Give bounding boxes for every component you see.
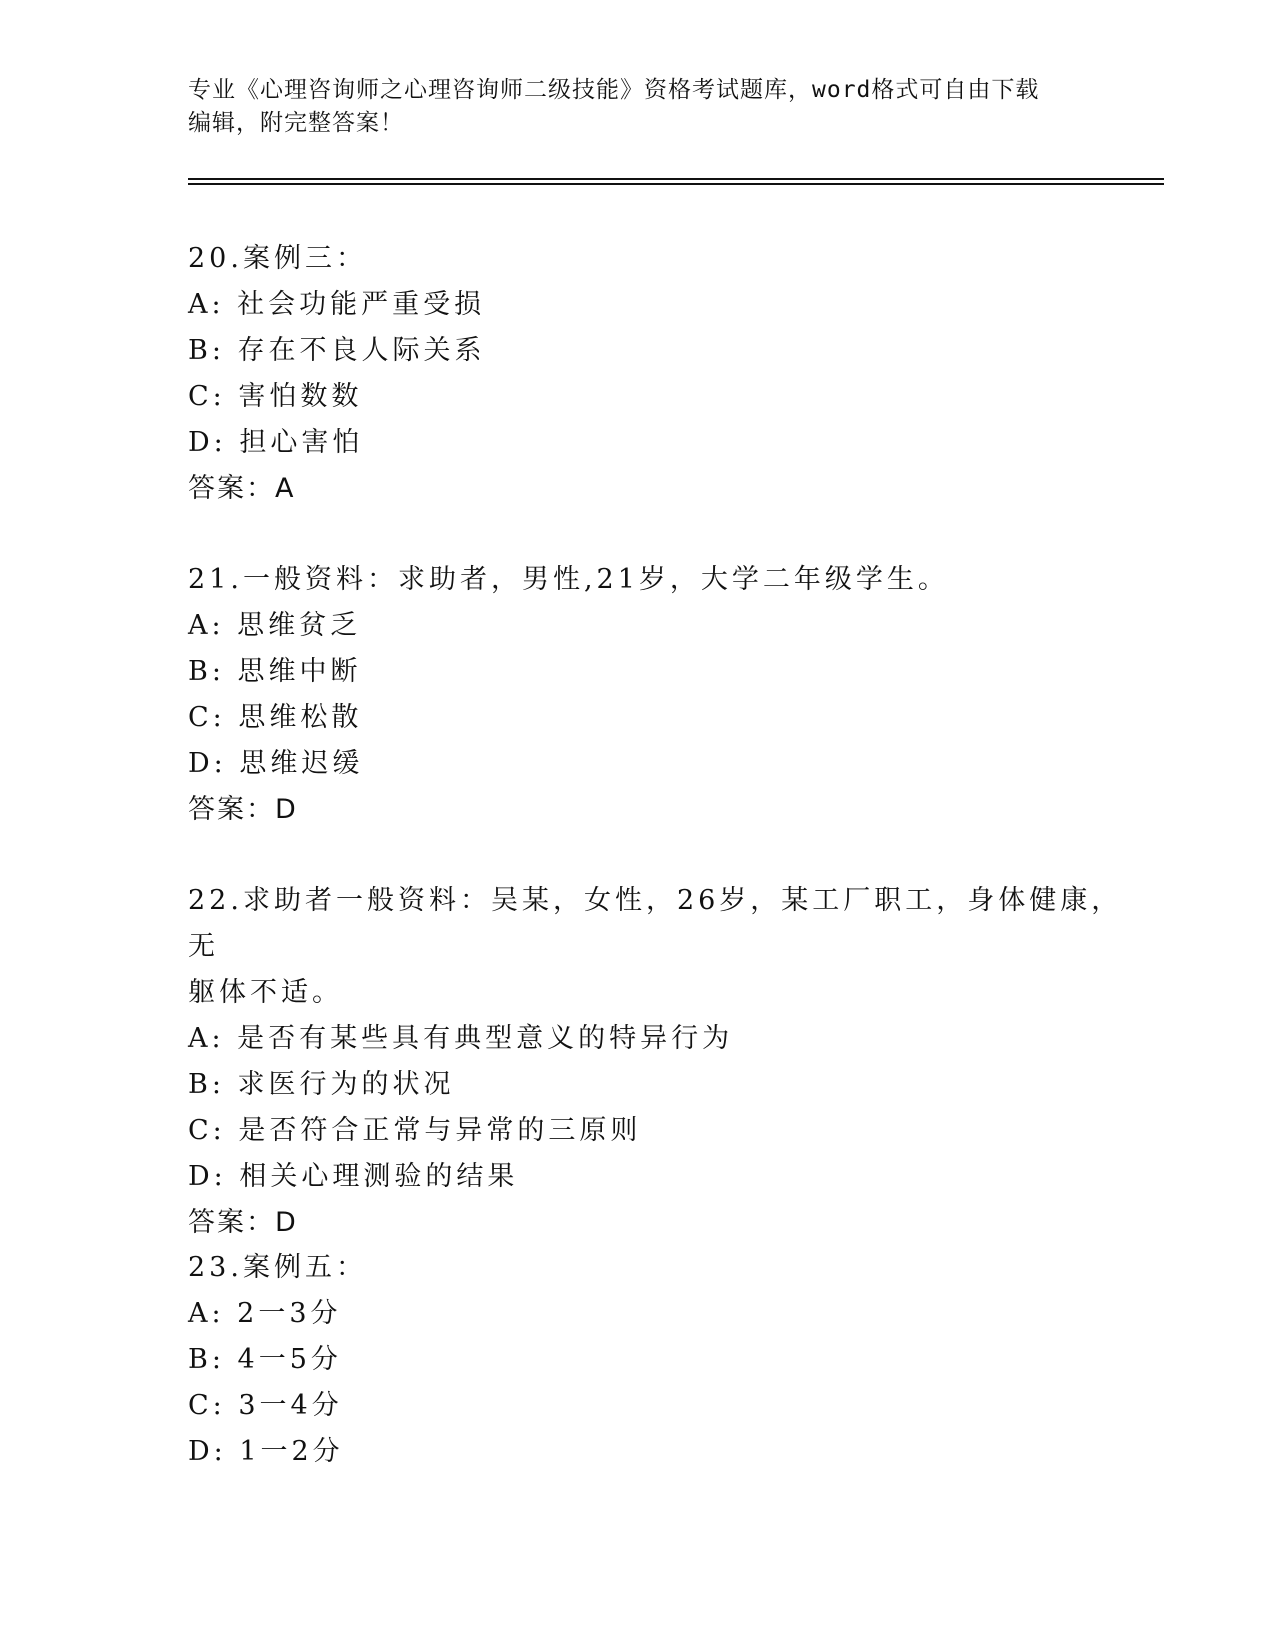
question-stem: 20.案例三：: [188, 243, 367, 274]
option-b: B: 思维中断: [188, 656, 362, 687]
option-d: D: 1一2分: [188, 1436, 344, 1467]
option-d: D: 思维迟缓: [188, 748, 364, 779]
answer-text: 答案：D: [188, 794, 298, 825]
question-stem-line-2: 躯体不适。: [188, 977, 343, 1008]
option-a: A: 社会功能严重受损: [188, 289, 486, 320]
option-a: A: 是否有某些具有典型意义的特异行为: [188, 1023, 734, 1054]
option-c: C: 思维松散: [188, 702, 363, 733]
option-d: D: 担心害怕: [188, 427, 364, 458]
header-divider-bottom: [188, 183, 1164, 185]
question-21: [188, 557, 1148, 833]
header-line-1: 专业《心理咨询师之心理咨询师二级技能》资格考试题库，word格式可自由下载: [188, 77, 1040, 103]
answer-text: 答案：A: [188, 473, 296, 504]
header-divider-top: [188, 178, 1164, 180]
option-c: C: 害怕数数: [188, 381, 363, 412]
option-b: B: 存在不良人际关系: [188, 335, 486, 366]
question-23: [188, 1245, 1148, 1475]
option-b: B: 求医行为的状况: [188, 1069, 455, 1100]
option-c: C: 3一4分: [188, 1390, 343, 1421]
option-d: D: 相关心理测验的结果: [188, 1161, 519, 1192]
header-line-2: 编辑，附完整答案！: [188, 110, 404, 136]
option-a: A: 2一3分: [188, 1298, 342, 1329]
answer-text: 答案：D: [188, 1207, 298, 1238]
question-20: [188, 236, 1148, 512]
question-22: [188, 878, 1148, 1246]
document-header: [188, 74, 1088, 140]
question-stem: 23.案例五：: [188, 1252, 367, 1283]
option-c: C: 是否符合正常与异常的三原则: [188, 1115, 642, 1146]
option-b: B: 4一5分: [188, 1344, 342, 1375]
question-stem: 21.一般资料：求助者，男性,21岁，大学二年级学生。: [188, 564, 949, 595]
question-stem-line-1: 22.求助者一般资料：吴某，女性，26岁，某工厂职工，身体健康，无: [188, 885, 1123, 962]
option-a: A: 思维贫乏: [188, 610, 362, 641]
